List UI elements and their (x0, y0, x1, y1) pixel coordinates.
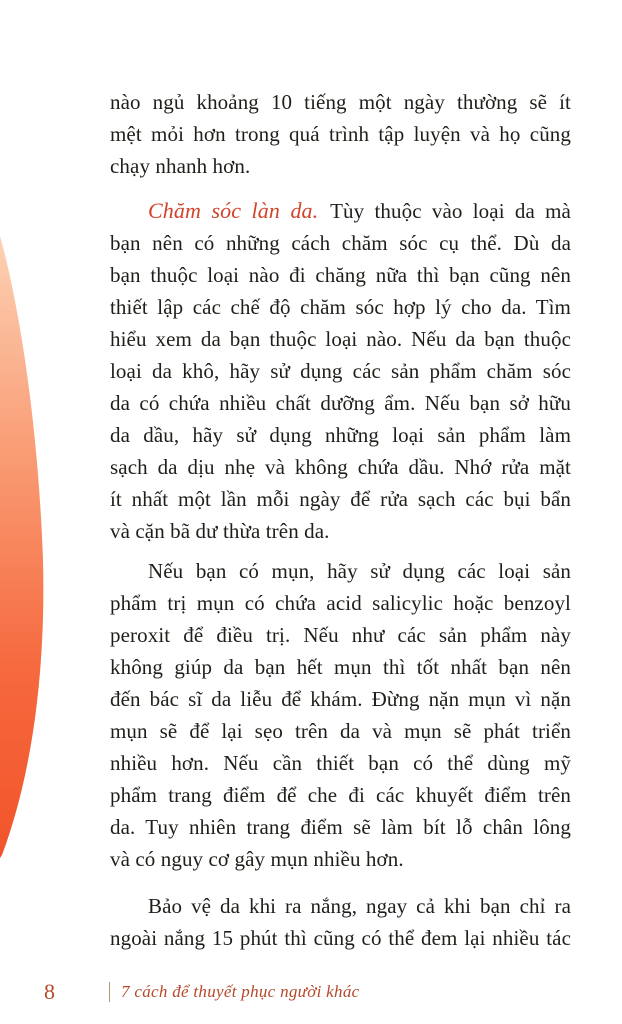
page-footer (0, 976, 622, 1008)
orange-swoosh-decoration (0, 0, 60, 1024)
text-line: mụn sẽ để lại sẹo trên da và mụn sẽ phát triển (110, 719, 571, 743)
text-line: sạch da dịu nhẹ và không chứa dầu. Nhớ rửa mặt (110, 455, 571, 479)
text-line: phẩm trị mụn có chứa acid salicylic hoặc benzoyl (110, 591, 571, 615)
text-line: không giúp da bạn hết mụn thì tốt nhất bạn nên (110, 655, 571, 679)
text-line: ít nhất một lần mỗi ngày để rửa sạch các bụi bẩn (110, 487, 571, 511)
text-line: chạy nhanh hơn. (110, 154, 251, 178)
text-line: bạn thuộc loại nào đi chăng nữa thì bạn cũng nên (110, 263, 571, 287)
running-title: 7 cách để thuyết phục người khác (121, 982, 360, 1001)
text-line: nào ngủ khoảng 10 tiếng một ngày thường sẽ ít (110, 90, 571, 114)
text-line: loại da khô, hãy sử dụng các sản phẩm chăm sóc (110, 359, 571, 383)
text-fragment: Tùy thuộc vào loại da mà (330, 199, 571, 223)
text-line: Nếu bạn có mụn, hãy sử dụng các loại sản (148, 559, 571, 583)
text-line-with-heading (148, 195, 571, 227)
page-number: 8 (44, 979, 55, 1004)
text-line: đến bác sĩ da liễu để khám. Đừng nặn mụn vì nặn (110, 687, 571, 711)
text-line: Bảo vệ da khi ra nắng, ngay cả khi bạn chỉ ra (148, 894, 571, 918)
footer-separator (109, 982, 110, 1002)
text-line: peroxit để điều trị. Nếu như các sản phẩm này (110, 623, 571, 647)
text-line: ngoài nắng 15 phút thì cũng có thể đem lại nhiều tác (110, 926, 571, 950)
text-line: mệt mỏi hơn trong quá trình tập luyện và họ cũng (110, 122, 571, 146)
text-line: phẩm trang điểm để che đi các khuyết điểm trên (110, 783, 571, 807)
text-line: và có nguy cơ gây mụn nhiều hơn. (110, 847, 404, 871)
section-heading: Chăm sóc làn da. (148, 198, 319, 223)
text-line: hiểu xem da bạn thuộc loại nào. Nếu da bạn thuộc (110, 327, 571, 351)
text-line: da có chứa nhiều chất dưỡng ẩm. Nếu bạn sở hữu (110, 391, 571, 415)
text-line: và cặn bã dư thừa trên da. (110, 519, 330, 543)
text-line: da dầu, hãy sử dụng những loại sản phẩm làm (110, 423, 571, 447)
text-line: thiết lập các chế độ chăm sóc hợp lý cho da. Tìm (110, 295, 571, 319)
text-line: bạn nên có những cách chăm sóc cụ thể. Dù da (110, 231, 571, 255)
text-line: nhiều hơn. Nếu cần thiết bạn có thể dùng mỹ (110, 751, 571, 775)
text-line: da. Tuy nhiên trang điểm sẽ làm bít lỗ chân lông (110, 815, 571, 839)
